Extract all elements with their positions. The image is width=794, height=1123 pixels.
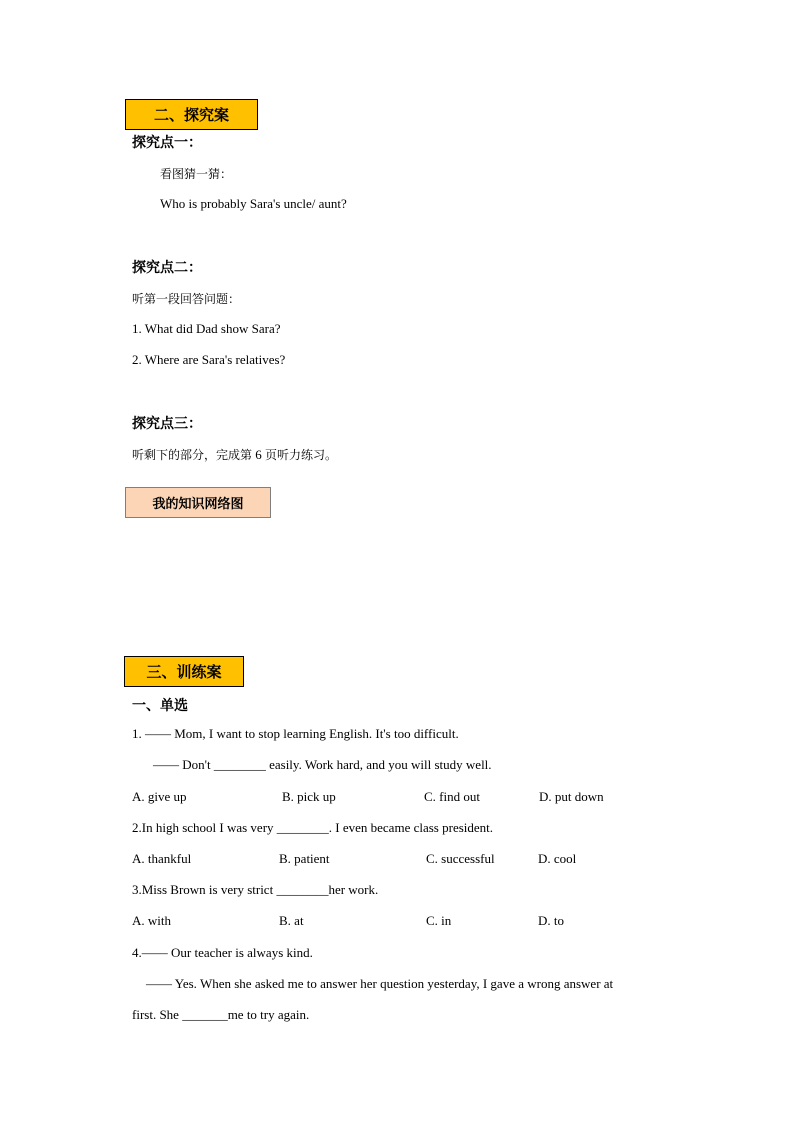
point3-text — [132, 446, 337, 463]
point3-text-after: 页听力练习。 — [265, 448, 338, 462]
question-4-line1: 4.—— Our teacher is always kind. — [132, 945, 313, 960]
q1-option-b: B. pick up — [282, 789, 336, 804]
q3-option-c: C. in — [426, 913, 452, 928]
point1-line1: 看图猜一猜： — [160, 167, 233, 181]
question-4-line3: first. She _______me to try again. — [132, 1007, 310, 1022]
q1-option-c: C. find out — [424, 789, 480, 804]
question-4-line2: —— Yes. When she asked me to answer her question yesterday, I gave a wrong answer at — [146, 976, 614, 991]
training-title-box — [124, 656, 244, 687]
point2-q2: 2. Where are Sara's relatives? — [132, 352, 286, 367]
knowledge-network-title: 我的知识网络图 — [152, 497, 244, 512]
q1-option-a: A. give up — [132, 789, 187, 804]
point3-heading: 探究点三： — [132, 416, 202, 432]
question-1-line2: —— Don't ________ easily. Work hard, and you will study well. — [153, 757, 492, 772]
q3-option-b: B. at — [279, 913, 304, 928]
section-title: 二、探究案 — [153, 106, 229, 124]
point2-heading: 探究点二： — [132, 260, 202, 276]
q3-option-a: A. with — [132, 913, 171, 928]
question-1-line1: 1. —— Mom, I want to stop learning English. It's too difficult. — [132, 726, 459, 741]
q2-option-a: A. thankful — [132, 851, 192, 866]
q3-option-d: D. to — [538, 913, 564, 928]
point1-line2: Who is probably Sara's uncle/ aunt? — [160, 196, 347, 211]
knowledge-network-box — [125, 487, 271, 518]
training-title: 三、训练案 — [146, 663, 222, 681]
point2-intro: 听第一段回答问题： — [132, 292, 241, 306]
point3-text-before: 听剩下的部分，完成第 — [132, 448, 253, 462]
section-title-box — [125, 99, 258, 130]
q2-option-c: C. successful — [426, 851, 495, 866]
question-3-line1: 3.Miss Brown is very strict ________her work. — [132, 882, 379, 897]
point1-heading: 探究点一： — [132, 135, 202, 151]
subsection-title: 一、单选 — [132, 698, 188, 714]
question-2-line1: 2.In high school I was very ________. I even became class president. — [132, 820, 494, 835]
point2-q1: 1. What did Dad show Sara? — [132, 321, 281, 336]
q2-option-b: B. patient — [279, 851, 330, 866]
q1-option-d: D. put down — [539, 789, 604, 804]
q2-option-d: D. cool — [538, 851, 577, 866]
point3-page-number: 6 — [255, 447, 262, 462]
